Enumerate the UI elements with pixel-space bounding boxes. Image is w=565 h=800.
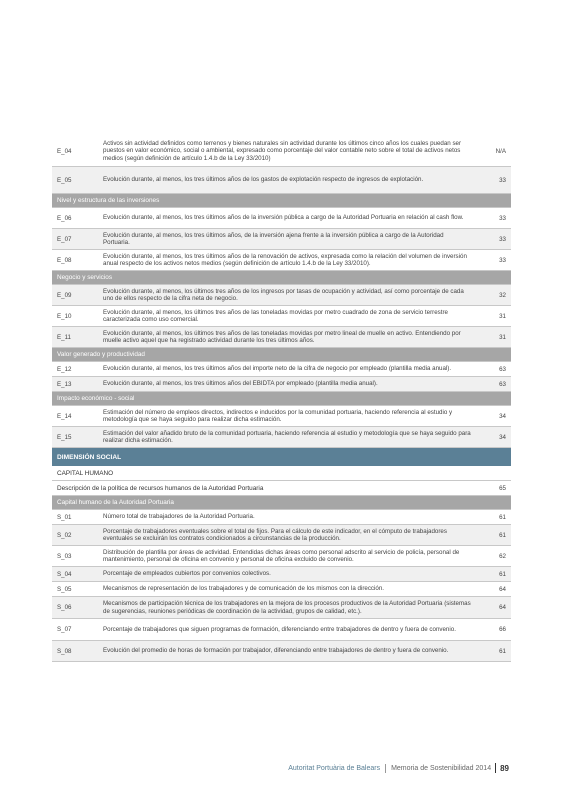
indicator-code: E_11 (57, 333, 71, 341)
indicator-description: Evolución durante, al menos, los últimos tres años de los ingresos por tasas de ocupación y actividad, así como porcentaje de cada uno de ellos respecto de la cifra neta de negocio. (103, 287, 464, 302)
indicator-page: N/A (495, 147, 506, 155)
indicator-description: Evolución durante, al menos, los tres últimos años de los gastos de explotación respecto de ingresos de explotación. (103, 176, 424, 184)
indicator-page: 62 (499, 552, 506, 560)
indicator-page: 64 (499, 585, 506, 593)
indicator-page: 64 (499, 604, 506, 611)
indicator-page: 31 (499, 333, 506, 341)
indicator-description: Evolución durante, al menos, los últimos tres años de las toneladas movidas por metro cuadrado de zona de servicio terrestre caracterizada como uso comercial. (103, 308, 448, 323)
indicator-page: 31 (499, 312, 506, 320)
table-row (52, 285, 511, 306)
indicator-description: Evolución durante, al menos, los tres últimos años de la inversión pública a cargo de la Autoridad Portuaria en relación al cash flow. (103, 214, 464, 222)
footer-page-divider (495, 763, 496, 773)
table-row (52, 582, 511, 597)
section-header: Negocio y servicios (52, 271, 511, 285)
section-header: Capital humano de la Autoridad Portuaria (52, 496, 511, 510)
page-footer (288, 763, 509, 773)
dimension-header: DIMENSIÓN SOCIAL (52, 448, 511, 466)
table-row (52, 136, 511, 167)
indicator-code: E_06 (57, 214, 72, 222)
section-header: Nivel y estructura de las inversiones (52, 194, 511, 208)
indicator-description: Evolución durante, al menos, los tres últimos años del importe neto de la cifra de negocio por empleado (plantilla media anual). (103, 365, 452, 373)
indicator-code: S_05 (57, 585, 72, 593)
indicator-page: 34 (499, 433, 506, 441)
indicator-page: 33 (499, 176, 506, 184)
table-row (52, 546, 511, 567)
indicator-code: E_05 (57, 176, 72, 184)
footer-organization: Autoritat Portuària de Balears (288, 764, 381, 772)
table-row (52, 427, 511, 448)
table-row (52, 525, 511, 546)
indicator-page: 61 (499, 647, 506, 655)
table-row (52, 377, 511, 392)
table-row (52, 327, 511, 348)
indicator-code: E_08 (57, 256, 72, 264)
indicator-code: S_04 (57, 570, 72, 578)
footer-report-title: Memoria de Sostenibilidad 2014 (391, 764, 492, 772)
table-row (52, 306, 511, 327)
table-row (52, 510, 511, 525)
table-row (52, 250, 511, 271)
indicator-description: Evolución durante, al menos, los tres últimos años del EBIDTA por empleado (plantilla media anual). (103, 380, 378, 388)
indicator-code: S_07 (57, 626, 72, 633)
indicator-page: 63 (499, 380, 506, 388)
table-row (52, 229, 511, 250)
indicator-code: E_12 (57, 365, 72, 373)
indicator-description: Distribución de plantilla por áreas de actividad. Entendidas dichas áreas como personal adscrito al servicio de policía, personal de mantenimiento, personal de oficina en convenio y personal de oficina excluido de convenio. (103, 548, 460, 563)
table-row (52, 406, 511, 427)
indicator-description: Estimación del número de empleos directos, indirectos e inducidos por la comunidad portuaria, haciendo referencia al estudio y metodología que se haya seguido para realizar dicha estimación. (103, 408, 453, 423)
table-row (52, 641, 511, 662)
row-text: CAPITAL HUMANO (57, 469, 114, 477)
table-row (52, 567, 511, 582)
indicator-description: Activos sin actividad definidos como terrenos y bienes naturales sin actividad durante los últimos cinco años los cuales puedan ser puestos en valor económico, social o ambiental, expresado como porcentaje del valor contable neto sobre el total de activos netos medios (según definición de artículo 1.4.b de la Ley 33/2010) (103, 139, 462, 162)
indicator-page: 61 (499, 531, 506, 539)
indicator-description: Mecanismos de participación técnica de los trabajadores en la mejora de los procesos productivos de la Autoridad Portuaria (sistemas de sugerencias, reuniones periódicas de coordinación de la actividad, grupos de calidad, etc.). (103, 600, 471, 615)
indicator-code: E_13 (57, 380, 72, 388)
row-page: 65 (499, 484, 506, 492)
indicator-code: E_14 (57, 412, 72, 420)
indicator-page: 61 (499, 513, 506, 521)
table-row (52, 619, 511, 641)
table-row (52, 362, 511, 377)
indicator-description: Evolución durante, al menos, los tres últimos años de la renovación de activos, expresada como la relación del volumen de inversión anual respecto de los activos netos medios (según definición de artículo 1.4.b de la Ley 33/2010). (103, 252, 467, 267)
indicator-description: Evolución durante, al menos, los tres últimos años, de la inversión ajena frente a la inversión pública a cargo de la Autoridad Portuaria. (103, 231, 444, 246)
indicator-page: 33 (499, 214, 506, 222)
indicator-description: Porcentaje de trabajadores eventuales sobre el total de fijos. Para el cálculo de este indicador, en el cómputo de trabajadores eventuales se excluirán los contratos condicionados a circunstancias de la producción. (103, 527, 447, 542)
section-header: Impacto económico - social (52, 392, 511, 406)
indicator-code: S_02 (57, 531, 72, 539)
section-header: Valor generado y productividad (52, 348, 511, 362)
indicator-page: 63 (499, 365, 506, 373)
indicator-description: Evolución del promedio de horas de formación por trabajador, diferenciando entre trabajadores de dentro y fuera de convenio. (103, 647, 449, 655)
page-number: 89 (500, 763, 509, 773)
indicator-page: 66 (499, 626, 506, 633)
footer-separator (385, 764, 386, 773)
indicator-code: S_08 (57, 647, 72, 655)
table-row-plain (52, 481, 511, 496)
indicator-description: Porcentaje de trabajadores que siguen programas de formación, diferenciando entre trabajadores de dentro y fuera de convenio. (103, 625, 456, 633)
table-row (52, 208, 511, 229)
indicator-description: Evolución durante, al menos, los últimos tres años de las toneladas movidas por metro lineal de muelle en activo. Entendiendo por muelle activo aquel que ha registrado actividad durante los tres últimos años. (103, 329, 461, 344)
indicator-page: 33 (499, 235, 506, 243)
indicator-page: 61 (499, 570, 506, 578)
indicator-code: E_07 (57, 235, 72, 243)
indicator-table (52, 136, 511, 662)
indicator-description: Estimación del valor añadido bruto de la comunidad portuaria, haciendo referencia al estudio y metodología que se haya seguido para realizar dicha estimación. (103, 429, 471, 444)
indicator-code: S_03 (57, 552, 72, 560)
indicator-code: E_09 (57, 291, 72, 299)
indicator-code: E_15 (57, 433, 72, 441)
indicator-page: 33 (499, 256, 506, 264)
indicator-code: S_06 (57, 604, 72, 611)
indicator-description: Mecanismos de representación de los trabajadores y de comunicación de los mismos con la dirección. (103, 585, 384, 593)
indicator-code: E_10 (57, 312, 72, 320)
row-text: Descripción de la política de recursos humanos de la Autoridad Portuaria (57, 484, 264, 492)
indicator-code: E_04 (57, 147, 72, 155)
table-row-plain (52, 466, 511, 481)
indicator-code: S_01 (57, 513, 72, 521)
indicator-description: Porcentaje de empleados cubiertos por convenios colectivos. (103, 570, 271, 578)
indicator-description: Número total de trabajadores de la Autoridad Portuaria. (103, 513, 255, 521)
table-row (52, 167, 511, 194)
indicator-page: 34 (499, 412, 506, 420)
table-row (52, 597, 511, 619)
indicator-page: 32 (499, 291, 506, 299)
